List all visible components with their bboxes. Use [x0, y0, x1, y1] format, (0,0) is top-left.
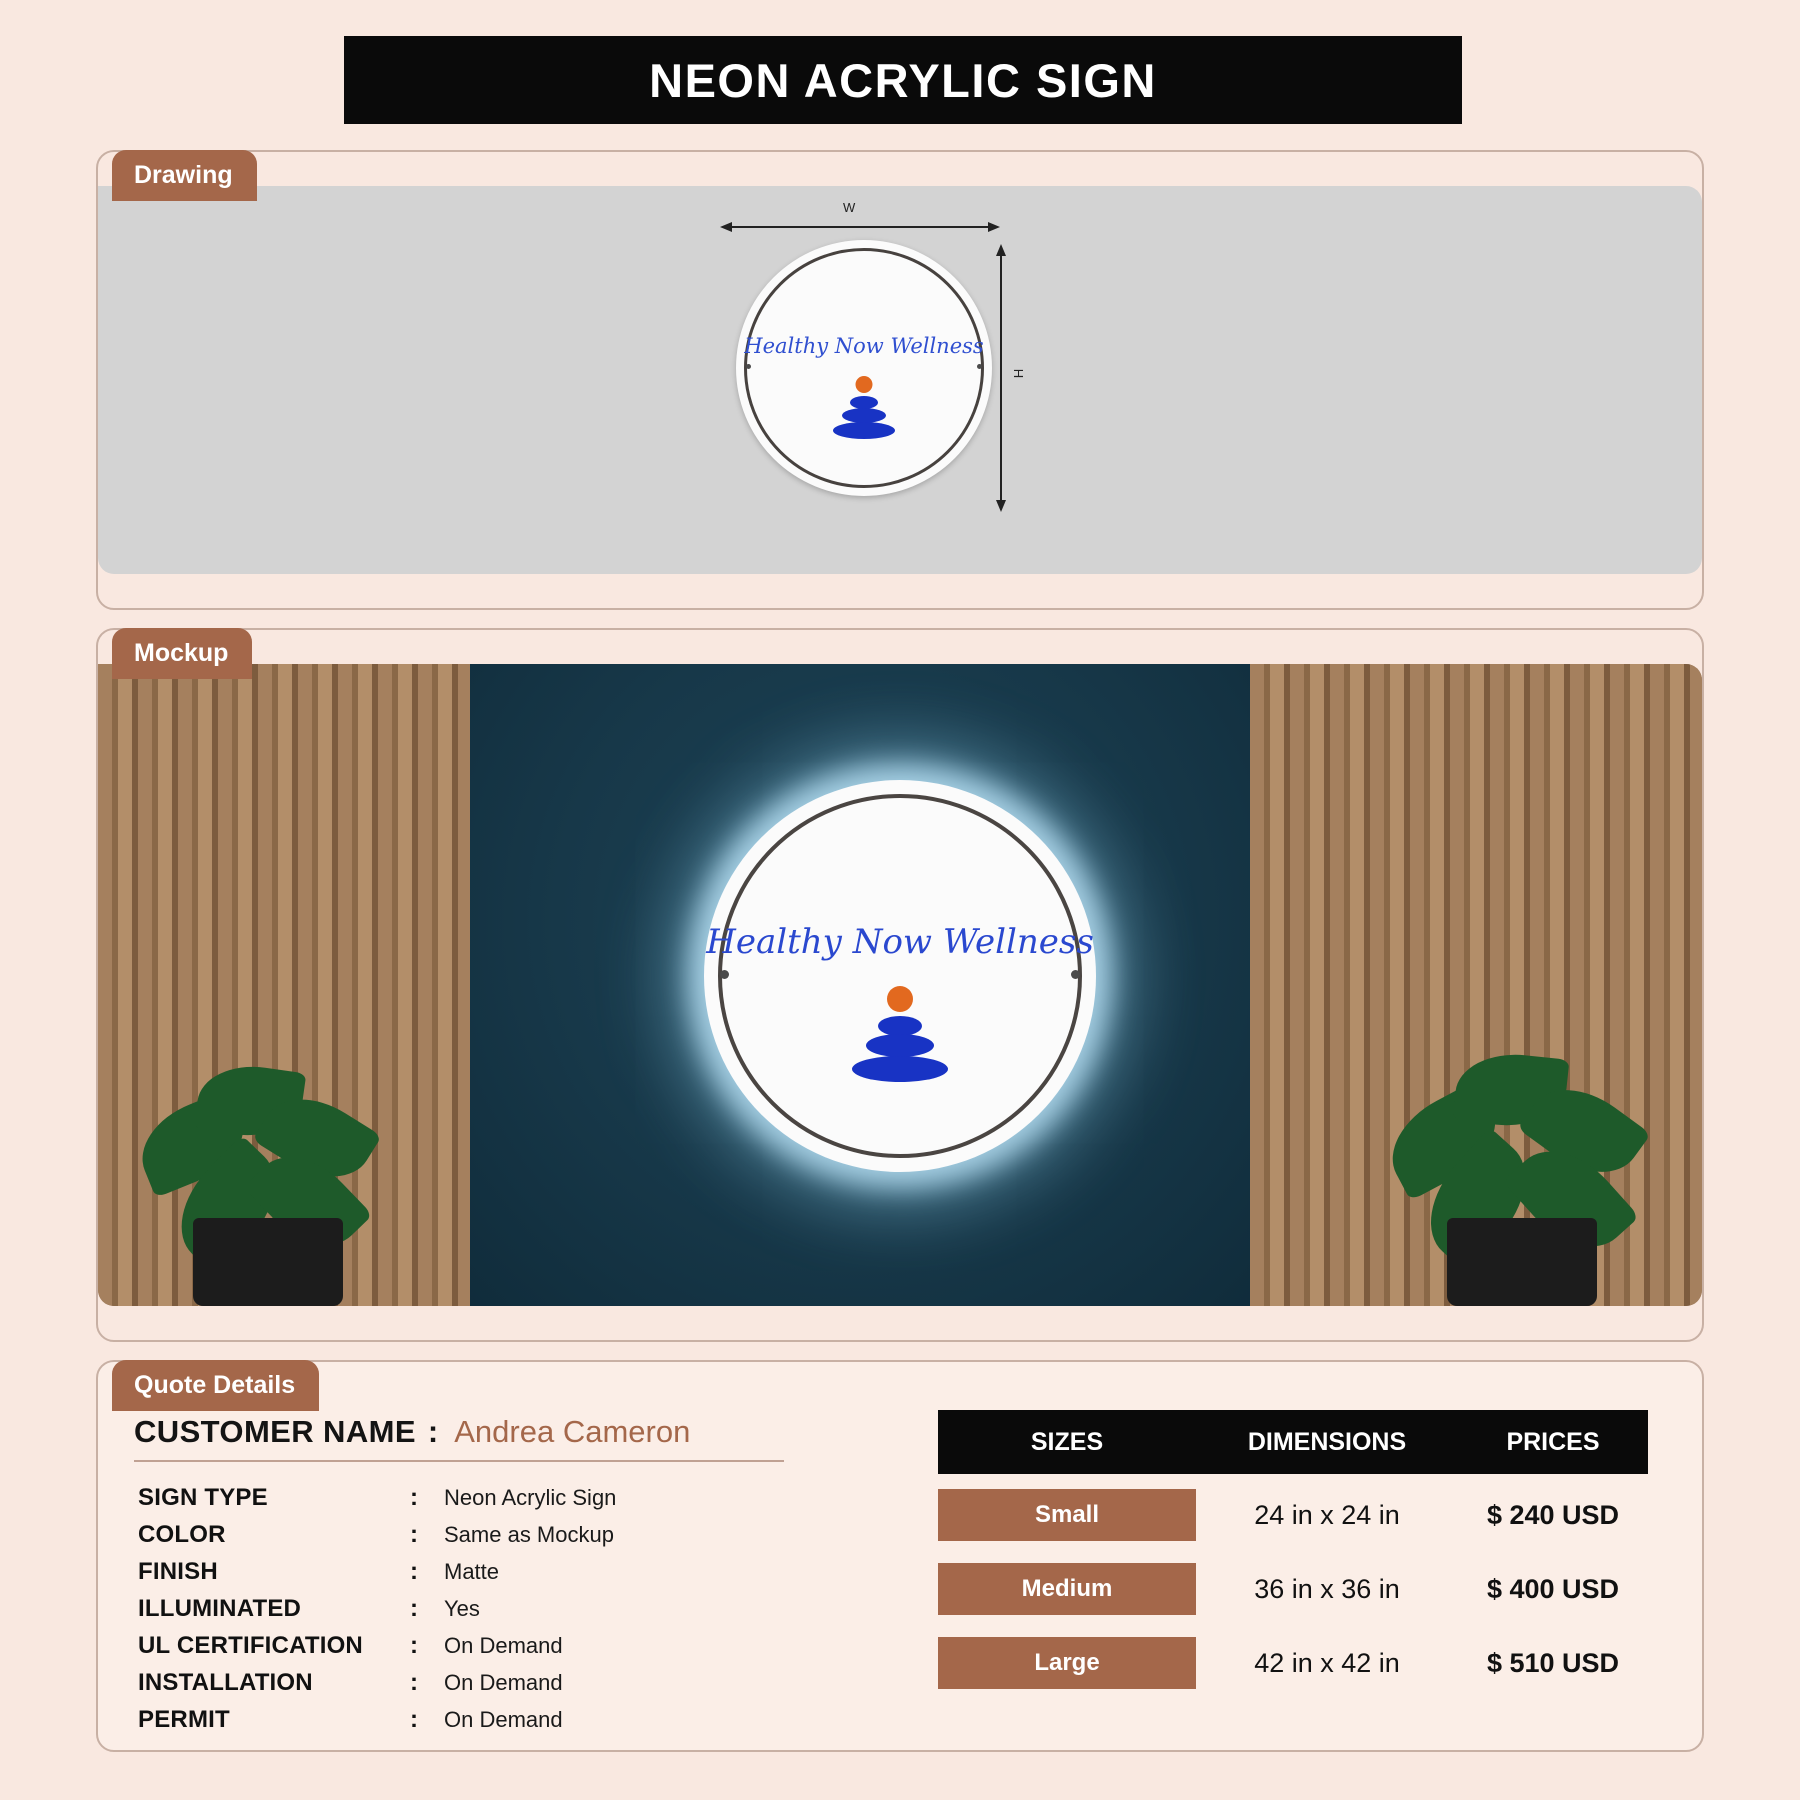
spec-row	[138, 1706, 798, 1734]
spec-value: On Demand	[444, 1670, 563, 1695]
spec-colon: :	[410, 1632, 418, 1659]
screw-icon	[1071, 970, 1080, 979]
spec-key: COLOR	[138, 1521, 226, 1548]
screw-icon	[746, 364, 751, 369]
spec-colon: :	[410, 1484, 418, 1511]
spec-value: On Demand	[444, 1633, 563, 1658]
spec-colon: :	[410, 1706, 418, 1733]
quote-details-panel	[96, 1360, 1704, 1752]
width-dimension-arrow	[720, 216, 1000, 238]
customer-name-value: Andrea Cameron	[454, 1414, 691, 1449]
spec-value: On Demand	[444, 1707, 563, 1732]
customer-name-colon: :	[427, 1414, 439, 1449]
table-row	[938, 1482, 1648, 1548]
mockup-panel	[96, 628, 1704, 1342]
spec-value: Matte	[444, 1559, 500, 1584]
drawing-sign-circle	[736, 240, 992, 496]
row-price: $ 400 USD	[1486, 1573, 1620, 1604]
spec-row	[138, 1484, 798, 1512]
stone-stack-logo-icon	[845, 986, 955, 1090]
spec-colon: :	[410, 1521, 418, 1548]
spec-row	[138, 1632, 798, 1660]
row-size: Medium	[938, 1563, 1196, 1615]
header-sizes: SIZES	[1030, 1427, 1104, 1456]
row-dimensions: 24 in x 24 in	[1254, 1499, 1400, 1530]
customer-name-row	[134, 1414, 784, 1462]
drawing-sign-text: Healthy Now Wellness	[744, 334, 984, 358]
row-dimensions: 36 in x 36 in	[1254, 1573, 1400, 1604]
screw-icon	[720, 970, 729, 979]
row-size: Large	[938, 1637, 1196, 1689]
page-title-bar	[344, 36, 1462, 124]
spec-key: ILLUMINATED	[138, 1595, 302, 1622]
height-label: H	[1011, 368, 1027, 379]
spec-value: Yes	[444, 1596, 480, 1621]
plant-pot	[193, 1218, 343, 1306]
header-dimensions: DIMENSIONS	[1247, 1427, 1407, 1456]
plant-pot	[1447, 1218, 1597, 1306]
spec-list	[138, 1484, 798, 1743]
mockup-sign	[704, 780, 1096, 1172]
drawing-canvas	[98, 186, 1702, 574]
spec-row	[138, 1669, 798, 1697]
spec-key: INSTALLATION	[138, 1669, 313, 1696]
spec-row	[138, 1558, 798, 1586]
spec-value: Same as Mockup	[444, 1522, 614, 1547]
mockup-panel-label: Mockup	[112, 628, 252, 679]
row-price: $ 240 USD	[1486, 1499, 1620, 1530]
row-dimensions: 42 in x 42 in	[1254, 1647, 1400, 1678]
height-dimension-arrow	[990, 244, 1012, 512]
table-row	[938, 1556, 1648, 1622]
mockup-sign-text: Healthy Now Wellness	[706, 922, 1094, 962]
drawing-stage	[698, 186, 1118, 574]
page-title: NEON ACRYLIC SIGN	[649, 53, 1157, 107]
customer-name-label: CUSTOMER NAME	[134, 1414, 416, 1449]
width-label: W	[843, 200, 856, 215]
drawing-panel-label: Drawing	[112, 150, 257, 201]
table-row	[938, 1630, 1648, 1696]
spec-key: FINISH	[138, 1558, 218, 1585]
row-size: Small	[938, 1489, 1196, 1541]
spec-key: UL CERTIFICATION	[138, 1632, 363, 1659]
drawing-sign-ring	[744, 248, 984, 488]
mockup-sign-ring	[718, 794, 1082, 1158]
spec-colon: :	[410, 1558, 418, 1585]
spec-colon: :	[410, 1669, 418, 1696]
plant-left	[128, 1046, 408, 1306]
spec-key: SIGN TYPE	[138, 1484, 268, 1511]
spec-value: Neon Acrylic Sign	[444, 1485, 617, 1510]
drawing-panel	[96, 150, 1704, 610]
stone-stack-logo-icon	[829, 376, 899, 444]
quote-panel-label: Quote Details	[112, 1360, 319, 1411]
spec-colon: :	[410, 1595, 418, 1622]
quote-body	[98, 1396, 1702, 1752]
screw-icon	[977, 364, 982, 369]
spec-row	[138, 1595, 798, 1623]
spec-key: PERMIT	[138, 1706, 230, 1733]
mockup-canvas	[98, 664, 1702, 1306]
row-price: $ 510 USD	[1486, 1647, 1620, 1678]
pricing-table	[938, 1410, 1648, 1696]
plant-right	[1372, 1036, 1672, 1306]
pricing-table-header	[938, 1410, 1648, 1474]
header-prices: PRICES	[1506, 1427, 1600, 1456]
spec-row	[138, 1521, 798, 1549]
